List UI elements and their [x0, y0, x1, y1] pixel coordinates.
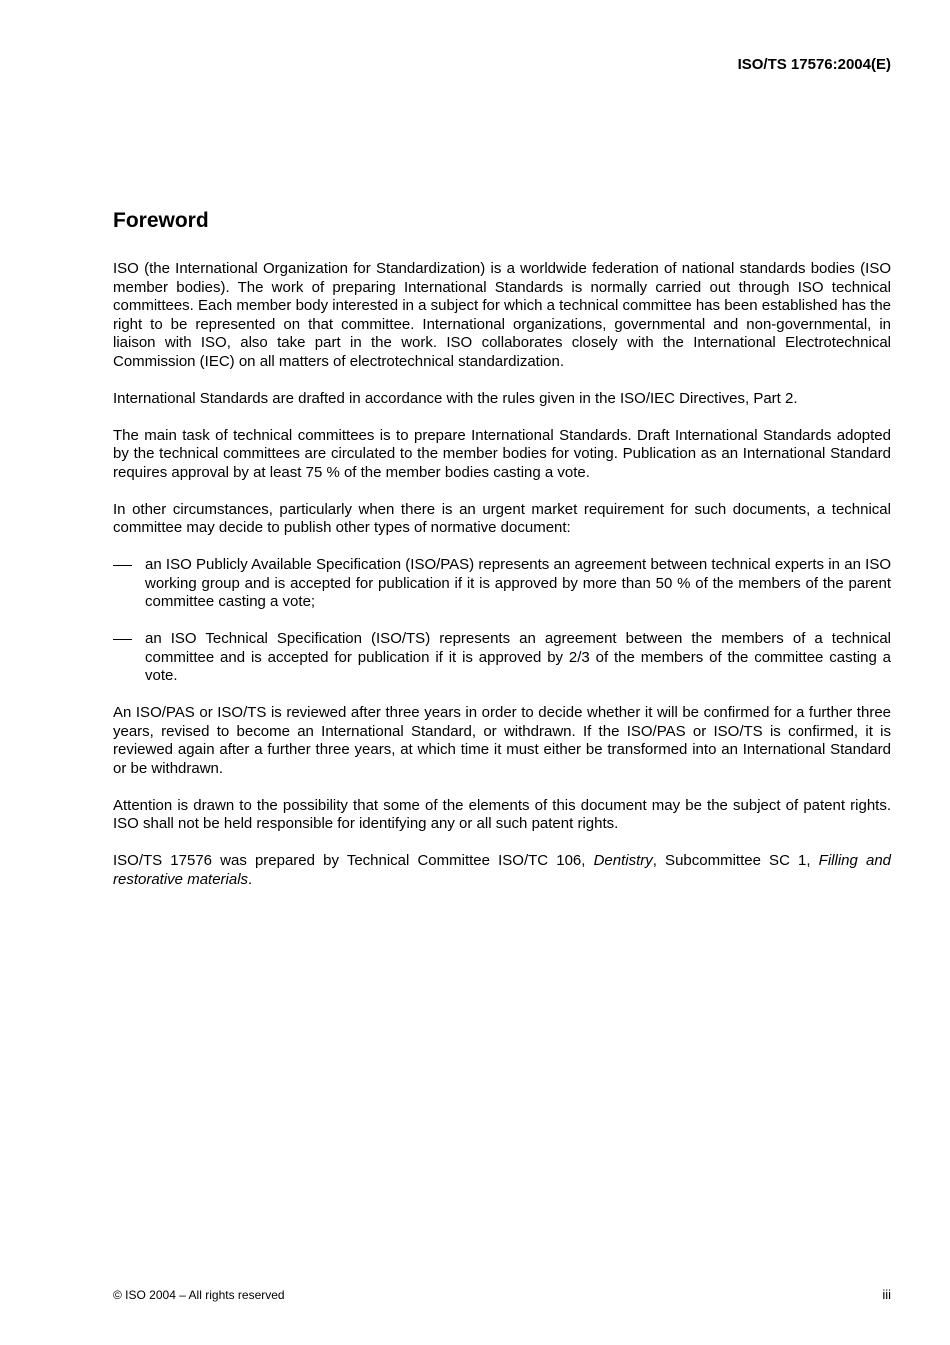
document-types-list — [113, 556, 891, 686]
paragraph-iso-intro: ISO (the International Organization for Standardization) is a worldwide federation of national standards bodies (ISO member bodies). The work of preparing International Standards is normally carried out through ISO technical committees. Each member body interested in a subject for which a technical committee has been established has the right to be represented on that committee. International organizations, governmental and non-governmental, in liaison with ISO, also take part in the work. ISO collaborates closely with the International Electrotechnical Commission (IEC) on all matters of electrotechnical standardization. — [113, 260, 891, 370]
subcommittee-filling-materials: Filling and restorative materials — [113, 852, 892, 888]
committee-dentistry: Dentistry — [593, 852, 653, 869]
prepared-by-text-2: , Subcommittee SC 1, — [652, 852, 819, 869]
paragraph-prepared-by — [113, 852, 891, 889]
document-id: ISO/TS 17576:2004(E) — [737, 56, 891, 73]
foreword-body — [113, 260, 891, 908]
prepared-by-text-3: . — [248, 870, 253, 888]
paragraph-review: An ISO/PAS or ISO/TS is reviewed after three years in order to decide whether it will be confirmed for a further three years, revised to become an International Standard, or withdrawn. If the ISO/PAS or ISO/TS is confirmed, it is reviewed again after a further three years, at which time it must either be transformed into an International Standard or be withdrawn. — [113, 704, 891, 777]
copyright-notice: © ISO 2004 – All rights reserved — [113, 1288, 285, 1302]
paragraph-other-circumstances: In other circumstances, particularly when there is an urgent market requirement for such documents, a technical committee may decide to publish other types of normative document: — [113, 500, 891, 536]
page-title: Foreword — [113, 209, 209, 232]
list-item-text: an ISO Publicly Available Specification (ISO/PAS) represents an agreement between technical experts in an ISO working group and is accepted for publication if it is approved by more than 50 % of the members of the parent committee casting a vote; — [145, 556, 891, 610]
prepared-by-text-1: ISO/TS 17576 was prepared by Technical Committee ISO/TC 106, — [113, 852, 594, 869]
paragraph-directives: International Standards are drafted in accordance with the rules given in the ISO/IEC Directives, Part 2. — [113, 389, 798, 407]
list-item — [113, 556, 891, 612]
list-item-text: an ISO Technical Specification (ISO/TS) represents an agreement between the members of a technical committee and is accepted for publication if it is approved by 2/3 of the members of the committee casting a vote. — [145, 630, 891, 684]
list-item — [113, 630, 891, 686]
paragraph-main-task: The main task of technical committees is to prepare International Standards. Draft International Standards adopted by the technical committees are circulated to the member bodies for voting. Publication as an International Standard requires approval by at least 75 % of the member bodies casting a vote. — [113, 426, 891, 481]
paragraph-patent-rights: Attention is drawn to the possibility that some of the elements of this document may be the subject of patent rights. ISO shall not be held responsible for identifying any or all such patent rights. — [113, 796, 891, 832]
page-number: iii — [882, 1287, 891, 1302]
